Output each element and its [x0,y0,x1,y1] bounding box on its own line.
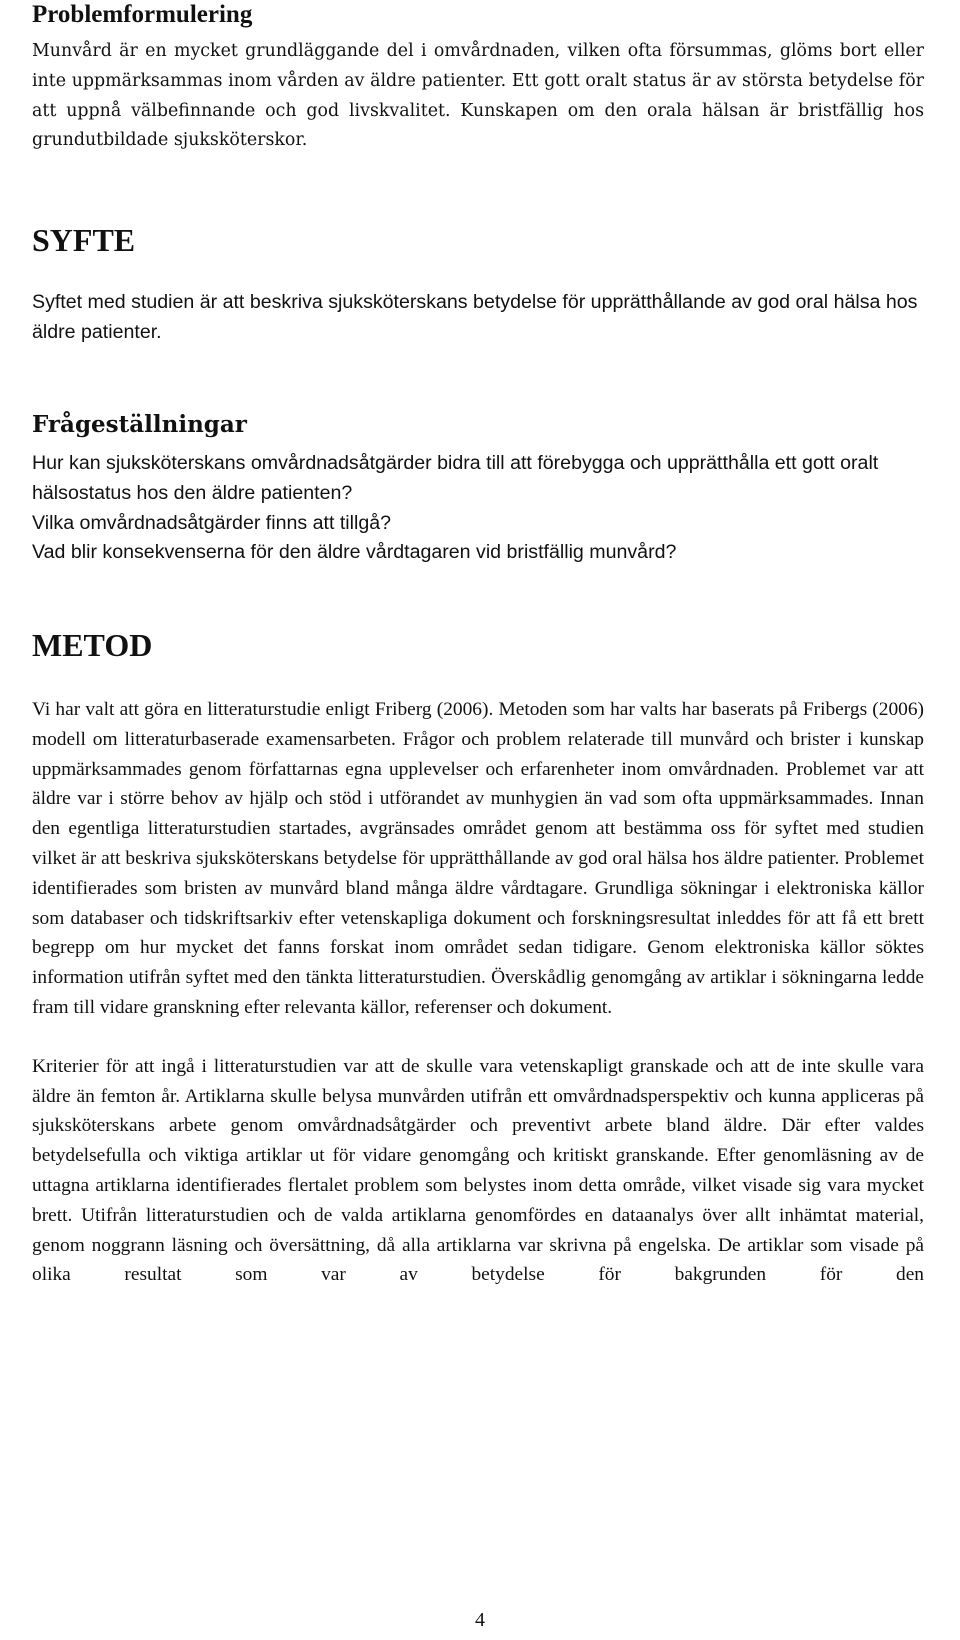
question-list [32,449,924,568]
problem-heading: Problemformulering [32,1,253,28]
metod-paragraph-2: Kriterier för att ingå i litteraturstudien var att de skulle vara vetenskapligt granskade och att de inte skulle vara äldre än femton år. Artiklarna skulle belysa munvården utifrån ett omvårdnadsperspektiv och kunna appliceras på sjuksköterskans arbete genom omvårdnadsåtgärder och preventivt arbete bland äldre. Där efter valdes betydelsefulla och viktiga artiklar ut för vidare genomgång och kritiskt granskande. Efter genomläsning av de uttagna artiklarna identifierades flertalet problem som belystes inom detta område, vilket visade sig vara mycket brett. Utifrån litteraturstudien och de valda artiklarna genomfördes en dataanalys över allt inhämtat material, genom noggrann läsning och översättning, då alla artiklarna var skrivna på engelska. De artiklar som visade på olika resultat som var av betydelse för bakgrunden för den [32,1055,924,1286]
page-number: 4 [475,1609,485,1631]
fragestallningar-heading: Frågeställningar [32,411,247,438]
problem-text: Munvård är en mycket grundläggande del i omvårdnaden, vilken ofta försummas, glöms bort eller inte uppmärksammas inom vården av äldre patienter. Ett gott oralt status är av största betydelse för att uppnå välbefinnande och god livskvalitet. Kunskapen om den orala hälsan är bristfällig hos grundutbildade sjuksköterskor. [32,41,924,151]
question-item: Vad blir konsekvenserna för den äldre vårdtagaren vid bristfällig munvård? [32,541,677,564]
metod-heading: METOD [32,627,153,663]
fragestallningar-section [32,410,924,568]
question-item: Hur kan sjuksköterskans omvårdnadsåtgärder bidra till att förebygga och upprätthålla ett gott oralt hälsostatus hos den äldre patienten? [32,452,879,504]
question-item: Vilka omvårdnadsåtgärder finns att tillgå? [32,511,392,534]
syfte-text: Syftet med studien är att beskriva sjuksköterskans betydelse för upprätthållande av god oral hälsa hos äldre patienter. [32,291,918,343]
problem-section [32,0,924,156]
syfte-heading: SYFTE [32,222,136,258]
metod-section [32,625,924,1290]
metod-paragraph-1: Vi har valt att göra en litteraturstudie enligt Friberg (2006). Metoden som har valts har baserats på Fribergs (2006) modell om litteraturbaserade examensarbeten. Frågor och problem relaterade till munvård och brister i kunskap uppmärksammades genom författarnas egna upplevelser och erfarenheter inom omvårdnaden. Problemet var att äldre var i större behov av hjälp och stöd i utförandet av munhygien än vad som ofta uppmärksammades. Innan den egentliga litteraturstudien startades, avgränsades området genom att bestämma oss för syftet med studien vilket är att beskriva sjuksköterskans betydelse för upprätthållande av god oral hälsa hos äldre patienter. Problemet identifierades som bristen av munvård bland många äldre vårdtagare. Grundliga sökningar i elektroniska källor som databaser och tidskriftsarkiv efter vetenskapliga dokument och forskningsresultat inleddes för att få ett brett begrepp om hur mycket det fanns forskat inom området sedan tidigare. Genom elektroniska källor söktes information utifrån syftet med den tänkta litteraturstudien. Överskådlig genomgång av artiklar i sökningarna ledde fram till vidare granskning efter relevanta källor, referenser och dokument. [32,699,924,1018]
syfte-section [32,220,924,348]
